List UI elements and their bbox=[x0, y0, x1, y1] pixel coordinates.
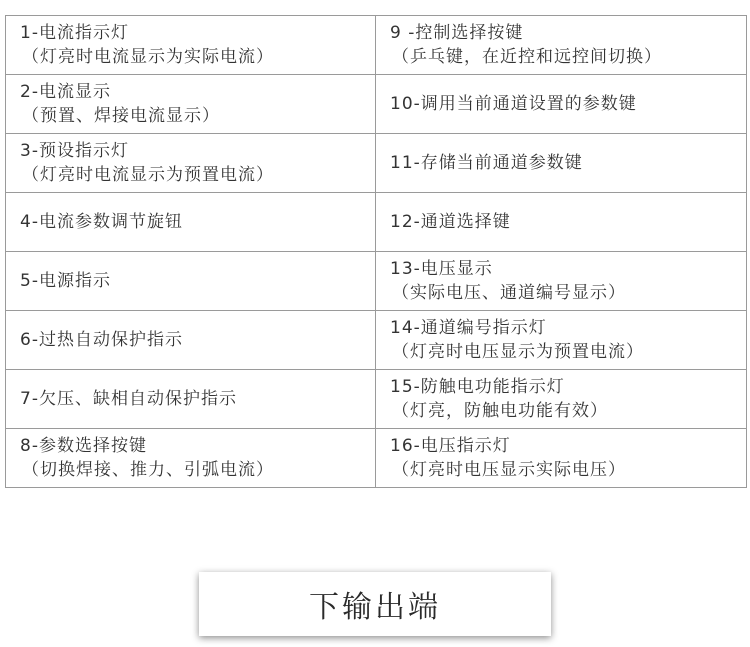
table-row bbox=[6, 75, 747, 134]
table-row bbox=[6, 311, 747, 370]
legend-item-title: 16-电压指示灯 bbox=[390, 436, 511, 456]
legend-cell bbox=[376, 16, 747, 75]
table-row bbox=[6, 193, 747, 252]
legend-cell bbox=[376, 429, 747, 488]
legend-item-note: （灯亮时电流显示为预置电流） bbox=[22, 165, 274, 185]
section-label-text: 下输出端 bbox=[309, 590, 441, 625]
legend-cell bbox=[6, 370, 376, 429]
legend-cell bbox=[376, 134, 747, 193]
legend-item-title: 9 -控制选择按键 bbox=[390, 23, 524, 43]
legend-cell bbox=[6, 16, 376, 75]
legend-item-title: 2-电流显示 bbox=[20, 82, 111, 102]
legend-item-title: 1-电流指示灯 bbox=[20, 23, 129, 43]
legend-item-note: （切换焊接、推力、引弧电流） bbox=[22, 460, 274, 480]
legend-item-note: （灯亮时电流显示为实际电流） bbox=[22, 47, 274, 67]
legend-item-title: 8-参数选择按键 bbox=[20, 436, 147, 456]
legend-item-title: 11-存储当前通道参数键 bbox=[390, 153, 583, 173]
section-label-box bbox=[199, 572, 551, 636]
table-row bbox=[6, 16, 747, 75]
legend-item-title: 14-通道编号指示灯 bbox=[390, 318, 547, 338]
legend-item-title: 6-过热自动保护指示 bbox=[20, 330, 183, 350]
legend-table bbox=[5, 15, 747, 488]
legend-item-title: 4-电流参数调节旋钮 bbox=[20, 212, 183, 232]
legend-cell bbox=[6, 75, 376, 134]
legend-item-title: 12-通道选择键 bbox=[390, 212, 511, 232]
legend-item-note: （灯亮，防触电功能有效） bbox=[392, 401, 608, 421]
legend-item-note: （实际电压、通道编号显示） bbox=[392, 283, 626, 303]
legend-cell bbox=[376, 370, 747, 429]
legend-cell bbox=[6, 252, 376, 311]
table-row bbox=[6, 370, 747, 429]
legend-cell bbox=[6, 134, 376, 193]
legend-item-title: 15-防触电功能指示灯 bbox=[390, 377, 565, 397]
legend-item-note: （灯亮时电压显示为预置电流） bbox=[392, 342, 644, 362]
legend-item-title: 7-欠压、缺相自动保护指示 bbox=[20, 389, 237, 409]
legend-cell bbox=[6, 311, 376, 370]
table-row bbox=[6, 252, 747, 311]
legend-item-title: 5-电源指示 bbox=[20, 271, 111, 291]
legend-item-title: 3-预设指示灯 bbox=[20, 141, 129, 161]
legend-item-note: （预置、焊接电流显示） bbox=[22, 106, 220, 126]
table-row bbox=[6, 429, 747, 488]
legend-cell bbox=[6, 429, 376, 488]
legend-item-title: 10-调用当前通道设置的参数键 bbox=[390, 94, 637, 114]
legend-cell bbox=[376, 193, 747, 252]
legend-cell bbox=[376, 75, 747, 134]
legend-item-note: （乒乓键，在近控和远控间切换） bbox=[392, 47, 662, 67]
legend-item-title: 13-电压显示 bbox=[390, 259, 493, 279]
legend-item-note: （灯亮时电压显示实际电压） bbox=[392, 460, 626, 480]
legend-cell bbox=[376, 252, 747, 311]
table-row bbox=[6, 134, 747, 193]
legend-cell bbox=[376, 311, 747, 370]
legend-cell bbox=[6, 193, 376, 252]
